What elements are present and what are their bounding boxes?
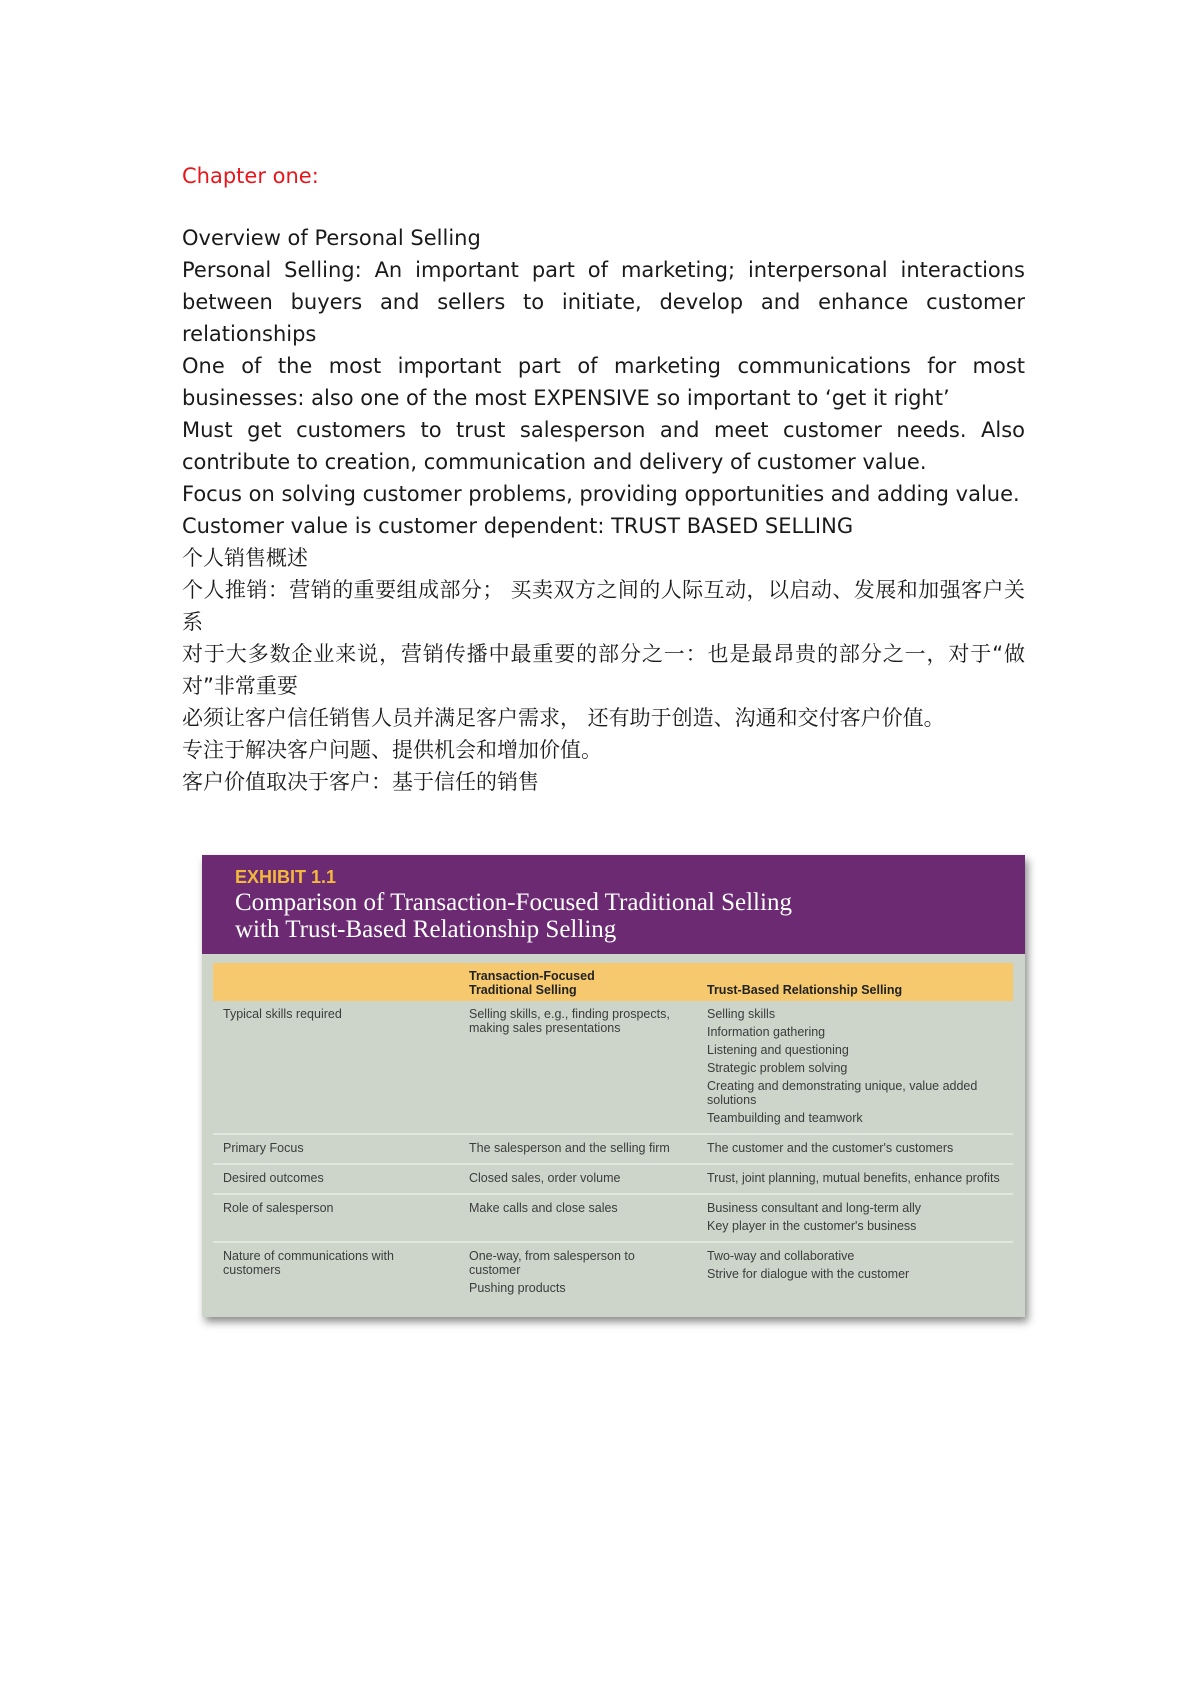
cell-line: Strategic problem solving: [707, 1061, 848, 1075]
exhibit-title-line: with Trust-Based Relationship Selling: [235, 916, 617, 943]
table-row: [213, 1164, 1013, 1194]
header-text: Traditional Selling: [469, 983, 577, 997]
cell-line: Key player in the customer's business: [707, 1219, 917, 1233]
cell-line: The customer and the customer's customers: [707, 1141, 954, 1155]
section-heading: Overview of Personal Selling: [182, 226, 481, 250]
header-cell-traditional: [459, 963, 697, 1001]
paragraph: Focus on solving customer problems, providing opportunities and adding value.: [182, 482, 1020, 506]
cell-line: One-way, from salesperson to customer: [469, 1249, 635, 1277]
cell-line: Creating and demonstrating unique, value added solutions: [707, 1079, 978, 1107]
paragraph-cn: 客户价值取决于客户：基于信任的销售: [182, 770, 539, 794]
exhibit-title: [235, 889, 1025, 943]
table-header-row: [213, 963, 1013, 1001]
exhibit-label: EXHIBIT 1.1: [235, 867, 337, 887]
cell-line: The salesperson and the selling firm: [469, 1141, 670, 1155]
table-row: [213, 1134, 1013, 1164]
cell-line: Selling skills: [707, 1007, 776, 1021]
cell-line: Two-way and collaborative: [707, 1249, 855, 1263]
cell-line: Trust, joint planning, mutual benefits, enhance profits: [707, 1171, 1000, 1185]
paragraph: Customer value is customer dependent: TRUST BASED SELLING: [182, 514, 854, 538]
cell-traditional: [459, 1164, 697, 1194]
cell-trust: [697, 1164, 1013, 1194]
cell-line: Teambuilding and teamwork: [707, 1111, 863, 1125]
row-label: Typical skills required: [213, 1001, 459, 1134]
paragraph-cn: 个人推销：营销的重要组成部分； 买卖双方之间的人际互动，以启动、发展和加强客户关系: [182, 578, 1025, 634]
header-cell-trust: Trust-Based Relationship Selling: [697, 963, 1013, 1001]
exhibit-header: [202, 855, 1025, 954]
cell-traditional: [459, 1001, 697, 1134]
header-text: Transaction-Focused: [469, 969, 595, 983]
header-cell-criteria: [213, 963, 459, 1001]
chapter-title: Chapter one:: [182, 164, 319, 188]
paragraph-cn: 对于大多数企业来说，营销传播中最重要的部分之一：也是最昂贵的部分之一，对于“做对”非常重要: [182, 642, 1025, 698]
cell-line: Pushing products: [469, 1281, 566, 1295]
paragraph: Personal Selling: An important part of marketing; interpersonal interactions between buyers and sellers to initiate, develop and enhance customer relationships: [182, 258, 1025, 346]
cell-line: Listening and questioning: [707, 1043, 849, 1057]
row-label: Nature of communications with customers: [223, 1249, 394, 1277]
cell-line: Information gathering: [707, 1025, 826, 1039]
cell-trust: [697, 1001, 1013, 1134]
table-row: [213, 1001, 1013, 1134]
cell-line: Selling skills, e.g., finding prospects, making sales presentations: [469, 1007, 670, 1035]
cell-traditional: [459, 1134, 697, 1164]
paragraph: Must get customers to trust salesperson and meet customer needs. Also contribute to creation, communication and delivery of customer value.: [182, 418, 1025, 474]
comparison-table: [213, 963, 1013, 1303]
table-row: [213, 1242, 1013, 1303]
cell-line: Strive for dialogue with the customer: [707, 1267, 910, 1281]
cell-traditional: [459, 1194, 697, 1242]
cell-trust: [697, 1242, 1013, 1303]
paragraph-cn: 必须让客户信任销售人员并满足客户需求， 还有助于创造、沟通和交付客户价值。: [182, 706, 945, 730]
exhibit-title-line: Comparison of Transaction-Focused Traditional Selling: [235, 889, 792, 916]
cell-traditional: [459, 1242, 697, 1303]
cell-line: Business consultant and long-term ally: [707, 1201, 922, 1215]
cell-trust: [697, 1134, 1013, 1164]
cell-trust: [697, 1194, 1013, 1242]
paragraph: One of the most important part of marketing communications for most businesses: also one of the most EXPENSIVE so important to ‘get it right’: [182, 354, 1025, 410]
cell-line: Closed sales, order volume: [469, 1171, 621, 1185]
document-body: [182, 160, 1025, 798]
row-label: Role of salesperson: [213, 1194, 459, 1242]
row-label: Primary Focus: [213, 1134, 459, 1164]
row-label: Desired outcomes: [213, 1164, 459, 1194]
exhibit-figure: [202, 855, 1025, 1317]
table-row: [213, 1194, 1013, 1242]
cell-line: Make calls and close sales: [469, 1201, 618, 1215]
paragraph-cn: 专注于解决客户问题、提供机会和增加价值。: [182, 738, 602, 762]
paragraph-cn: 个人销售概述: [182, 546, 308, 570]
